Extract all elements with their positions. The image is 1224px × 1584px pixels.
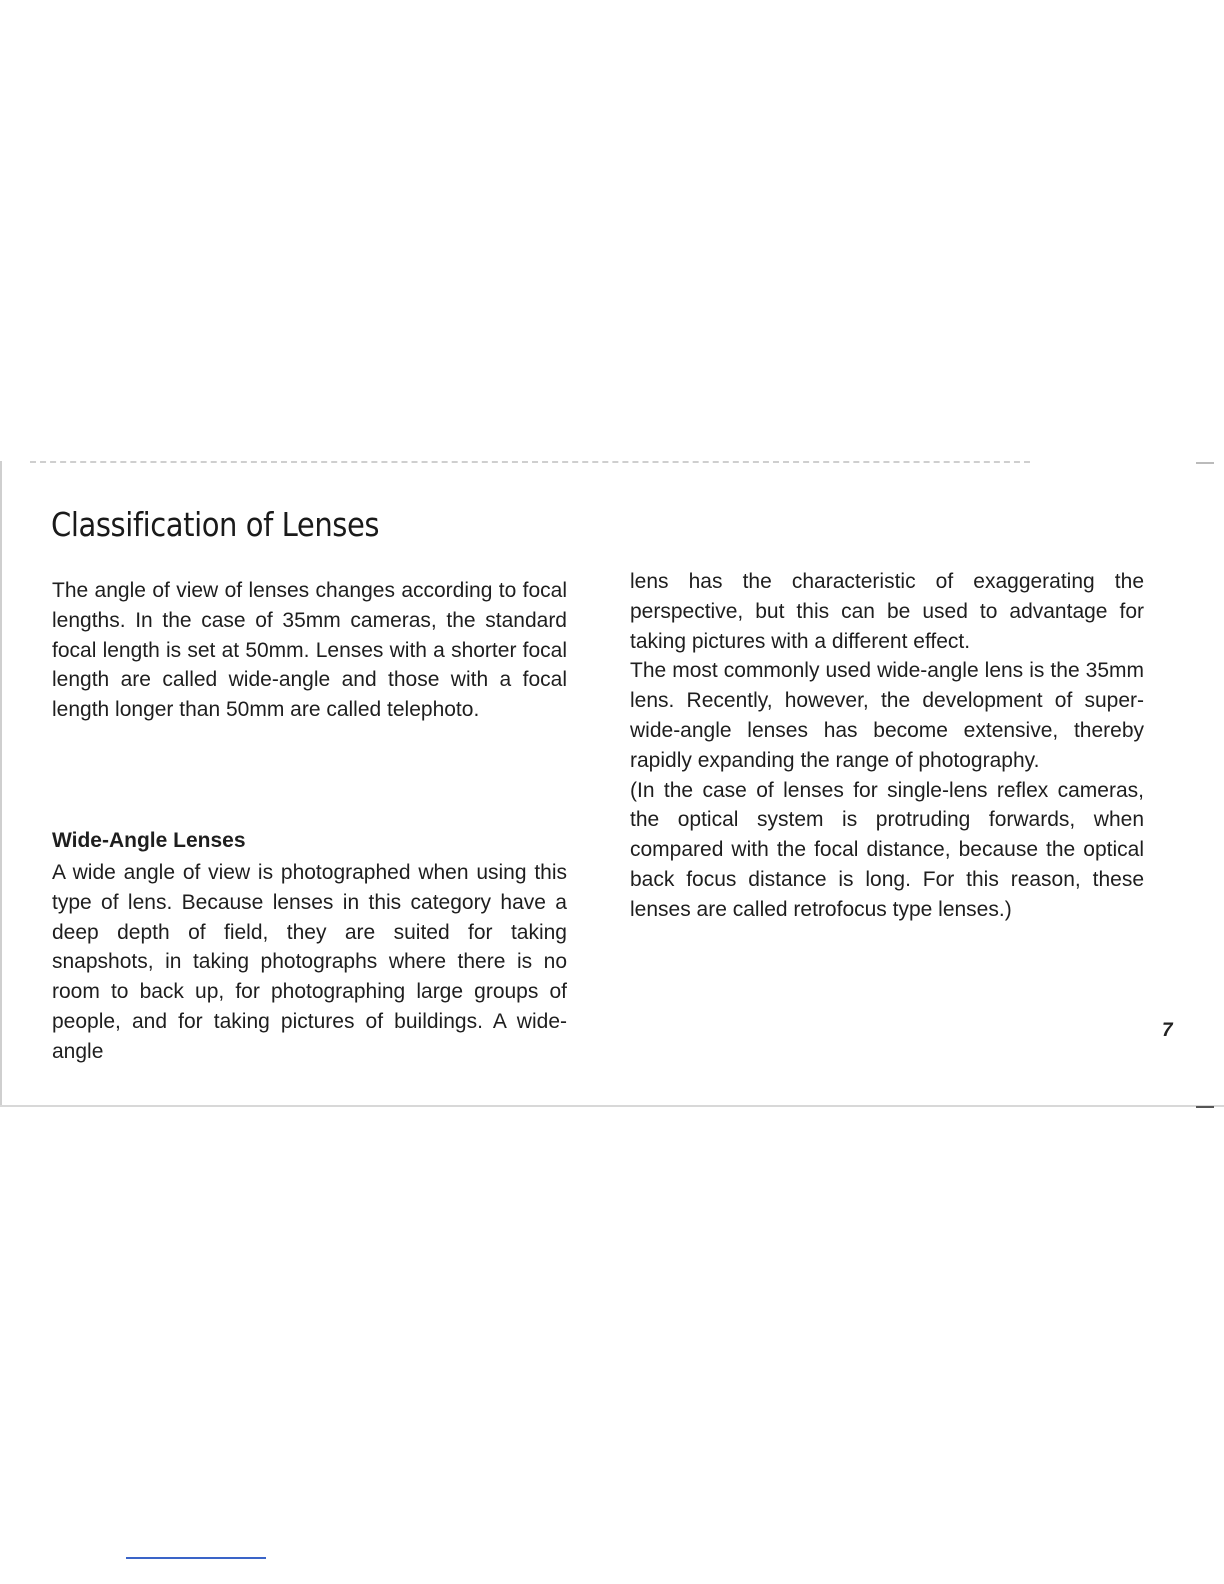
page-title: Classification of Lenses [51,505,380,544]
scan-tick-top [1196,462,1214,464]
section-text-2: The most commonly used wide-angle lens is the 35mm lens. Recently, however, the development of super-wide-angle lenses has become extensive, thereby rapidly expanding the range of photography. [630,659,1144,772]
section-text-1-left: A wide angle of view is photographed when using this type of lens. Because lenses in this category have a deep depth of field, they are suited for taking snapshots, in taking photographs where there is no room to back up, for photographing large groups of people, and for taking pictures of buildings. A wide-angle [52,861,567,1063]
page-number: 7 [1162,1020,1173,1041]
scan-border-bottom [0,1105,1224,1107]
intro-paragraph [52,576,567,725]
section-heading: Wide-Angle Lenses [52,829,246,852]
right-column [630,567,1144,925]
scan-border-top [30,461,1030,463]
scan-border-left [0,461,2,1105]
intro-text: The angle of view of lenses changes according to focal lengths. In the case of 35mm cameras, the standard focal length is set at 50mm. Lenses with a shorter focal length are called wide-angle and those with a focal length longer than 50mm are called telephoto. [52,579,567,722]
section-text-1-right: lens has the characteristic of exaggerating the perspective, but this can be used to advantage for taking pictures with a different effect. [630,570,1144,653]
section-paragraph-1-start [52,858,567,1067]
footer-underline [126,1557,266,1559]
section-text-3: (In the case of lenses for single-lens reflex cameras, the optical system is protruding forwards, when compared with the focal distance, because the optical back focus distance is long. For this reason, these lenses are called retrofocus type lenses.) [630,778,1144,921]
scan-tick-bottom [1196,1106,1214,1108]
